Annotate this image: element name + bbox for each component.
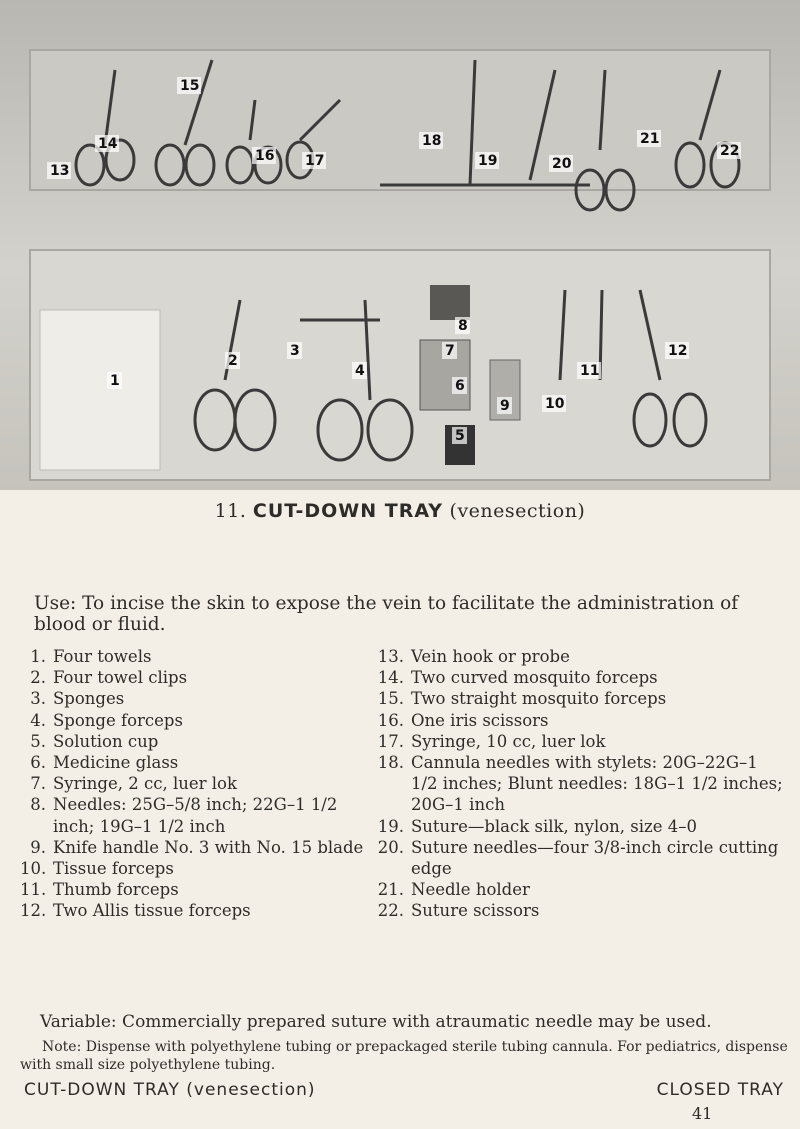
photo-label: 10	[545, 396, 565, 412]
photo-label: 18	[422, 133, 442, 149]
figure-caption	[0, 500, 800, 522]
instrument-list-left	[20, 646, 370, 922]
page-footer	[24, 1080, 784, 1100]
item-number: 22.	[377, 901, 404, 921]
item-text: Tissue forceps	[53, 859, 174, 879]
list-item	[376, 879, 786, 900]
item-text: Sponges	[53, 689, 125, 709]
item-text: Syringe, 2 cc, luer lok	[53, 774, 237, 794]
item-text: One iris scissors	[411, 710, 549, 730]
photo-label: 19	[478, 153, 498, 169]
list-item	[20, 667, 370, 688]
use-statement: Use: To incise the skin to expose the vein to facilitate the administration of blood or fluid.	[34, 593, 739, 635]
photo-label: 14	[98, 136, 118, 152]
item-text: Four towel clips	[53, 668, 188, 688]
figure-number: 11.	[214, 500, 247, 522]
list-item	[376, 900, 786, 921]
item-text: Knife handle No. 3 with No. 15 blade	[53, 837, 364, 857]
item-number: 4.	[30, 710, 46, 730]
item-number: 3.	[30, 689, 46, 709]
item-number: 11.	[20, 880, 47, 900]
item-text: Two curved mosquito forceps	[411, 668, 658, 688]
footer-tray-status: CLOSED TRAY	[656, 1080, 784, 1100]
item-number: 9.	[30, 837, 46, 857]
list-item	[376, 667, 786, 688]
list-item	[20, 794, 370, 836]
photo-label: 2	[228, 353, 238, 369]
item-text: Solution cup	[53, 731, 159, 751]
list-item	[376, 837, 786, 879]
list-item	[20, 752, 370, 773]
photo-label: 6	[455, 378, 465, 394]
item-number: 16.	[377, 710, 404, 730]
item-text: Suture needles—four 3/8-inch circle cutting edge	[411, 837, 779, 879]
item-text: Suture scissors	[411, 901, 540, 921]
photo-label: 3	[290, 343, 300, 359]
item-text: Medicine glass	[53, 753, 179, 773]
photo-label: 4	[355, 363, 365, 379]
item-text: Two Allis tissue forceps	[53, 901, 251, 921]
photo-label: 7	[445, 343, 455, 359]
list-item	[376, 710, 786, 731]
photo-label: 1	[110, 373, 120, 389]
list-item	[20, 646, 370, 667]
item-text: Needle holder	[411, 880, 530, 900]
photo-label: 21	[640, 131, 660, 147]
photo-label: 12	[668, 343, 688, 359]
item-number: 14.	[377, 668, 404, 688]
list-item	[376, 731, 786, 752]
figure-title: CUT-DOWN TRAY	[252, 500, 443, 522]
item-number: 18.	[377, 753, 404, 773]
item-text: Cannula needles with stylets: 20G–22G–1 1/2 inches; Blunt needles: 18G–1 1/2 inches; 20G–1 inch	[411, 753, 783, 815]
footer-tray-name: CUT-DOWN TRAY (venesection)	[24, 1080, 316, 1100]
variable-note: Variable: Commercially prepared suture with atraumatic needle may be used.	[40, 1012, 712, 1032]
list-item	[376, 688, 786, 709]
photo-label: 15	[180, 78, 200, 94]
photo-label: 13	[50, 163, 70, 179]
list-item	[20, 731, 370, 752]
item-text: Two straight mosquito forceps	[411, 689, 667, 709]
figure-subtitle: (venesection)	[449, 500, 586, 522]
item-text: Vein hook or probe	[411, 647, 570, 666]
tray-photograph	[0, 0, 800, 490]
item-number: 15.	[377, 689, 404, 709]
dispensing-note: Note: Dispense with polyethylene tubing or prepackaged sterile tubing cannula. For pediatrics, dispense with small size polyethylene tubing.	[20, 1039, 788, 1073]
list-item	[20, 879, 370, 900]
photo-label: 22	[720, 143, 740, 159]
list-item	[20, 710, 370, 731]
item-number: 5.	[30, 731, 46, 751]
instrument-list-right	[376, 646, 786, 922]
item-text: Thumb forceps	[53, 880, 179, 900]
item-text: Four towels	[53, 647, 152, 666]
photo-label: 9	[500, 398, 510, 414]
item-text: Needles: 25G–5/8 inch; 22G–1 1/2 inch; 19G–1 1/2 inch	[53, 795, 338, 836]
photo-label: 17	[305, 153, 325, 169]
photo-label: 8	[458, 318, 468, 334]
list-item	[20, 773, 370, 794]
item-text: Syringe, 10 cc, luer lok	[411, 731, 606, 751]
photo-label: 16	[255, 148, 275, 164]
item-text: Sponge forceps	[53, 710, 183, 730]
item-number: 10.	[20, 859, 47, 879]
item-number: 17.	[377, 731, 404, 751]
list-item	[20, 837, 370, 858]
photo-label: 11	[580, 363, 600, 379]
item-number: 1.	[30, 647, 46, 666]
item-number: 21.	[377, 880, 404, 900]
item-number: 12.	[20, 901, 47, 921]
list-item	[20, 858, 370, 879]
list-item	[20, 688, 370, 709]
item-number: 7.	[30, 774, 46, 794]
photo-label: 5	[455, 428, 465, 444]
list-item	[376, 816, 786, 837]
list-item	[376, 646, 786, 667]
item-number: 6.	[30, 753, 46, 773]
list-item	[376, 752, 786, 816]
list-item	[20, 900, 370, 921]
item-text: Suture—black silk, nylon, size 4–0	[411, 816, 697, 836]
photo-label: 20	[552, 156, 572, 172]
item-number: 13.	[377, 647, 404, 666]
item-number: 2.	[30, 668, 46, 688]
page-number: 41	[692, 1104, 713, 1123]
item-number: 20.	[377, 837, 404, 857]
item-number: 8.	[30, 795, 46, 815]
item-number: 19.	[377, 816, 404, 836]
